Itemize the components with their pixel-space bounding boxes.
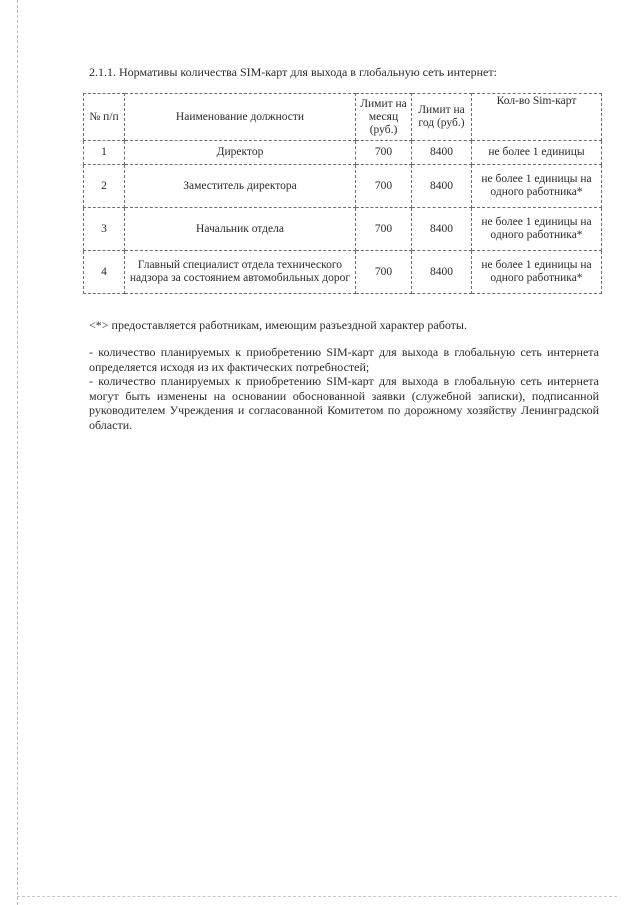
- cell-num: 3: [84, 208, 125, 251]
- cell-year-limit: 8400: [412, 165, 472, 208]
- cell-count: не более 1 единицы на одного работника*: [472, 165, 602, 208]
- header-year-limit: Лимит на год (руб.): [412, 94, 472, 141]
- cell-month-limit: 700: [356, 208, 412, 251]
- cell-year-limit: 8400: [412, 208, 472, 251]
- paragraph: - количество планируемых к приобретению SIM-карт для выхода в глобальную сеть интернета могут быть изменены на основании обоснованной заявки (служебной записки), подписанной руководителем Учреждения и согласованной Комитетом по дорожному хозяйству Ленинградской области.: [89, 374, 599, 432]
- header-count: Кол-во Sim-карт: [472, 94, 602, 141]
- cell-num: 1: [84, 141, 125, 165]
- cell-count: не более 1 единицы на одного работника*: [472, 251, 602, 294]
- scan-page-edge-bottom: [17, 896, 617, 897]
- header-month-limit: Лимит на месяц (руб.): [356, 94, 412, 141]
- header-position: Наименование должности: [125, 94, 356, 141]
- cell-month-limit: 700: [356, 141, 412, 165]
- cell-year-limit: 8400: [412, 141, 472, 165]
- body-text: [89, 345, 599, 432]
- section-heading: 2.1.1. Нормативы количества SIM-карт для выхода в глобальную сеть интернет:: [89, 65, 497, 79]
- cell-position: Главный специалист отдела технического надзора за состоянием автомобильных дорог: [125, 251, 356, 294]
- header-num: № п/п: [84, 94, 125, 141]
- cell-month-limit: 700: [356, 165, 412, 208]
- cell-month-limit: 700: [356, 251, 412, 294]
- cell-position: Директор: [125, 141, 356, 165]
- cell-num: 2: [84, 165, 125, 208]
- scan-page-edge-left: [17, 0, 18, 905]
- table-row: [84, 141, 602, 165]
- cell-num: 4: [84, 251, 125, 294]
- table-row: [84, 208, 602, 251]
- footnote: <*> предоставляется работникам, имеющим разъездной характер работы.: [89, 318, 467, 332]
- table-row: [84, 251, 602, 294]
- cell-count: не более 1 единицы на одного работника*: [472, 208, 602, 251]
- cell-position: Начальник отдела: [125, 208, 356, 251]
- cell-count: не более 1 единицы: [472, 141, 602, 165]
- table-header-row: [84, 94, 602, 141]
- cell-position: Заместитель директора: [125, 165, 356, 208]
- cell-year-limit: 8400: [412, 251, 472, 294]
- sim-card-norms-table: [83, 93, 602, 294]
- table-row: [84, 165, 602, 208]
- paragraph: - количество планируемых к приобретению SIM-карт для выхода в глобальную сеть интернета определяется исходя из их фактических потребностей;: [89, 345, 599, 374]
